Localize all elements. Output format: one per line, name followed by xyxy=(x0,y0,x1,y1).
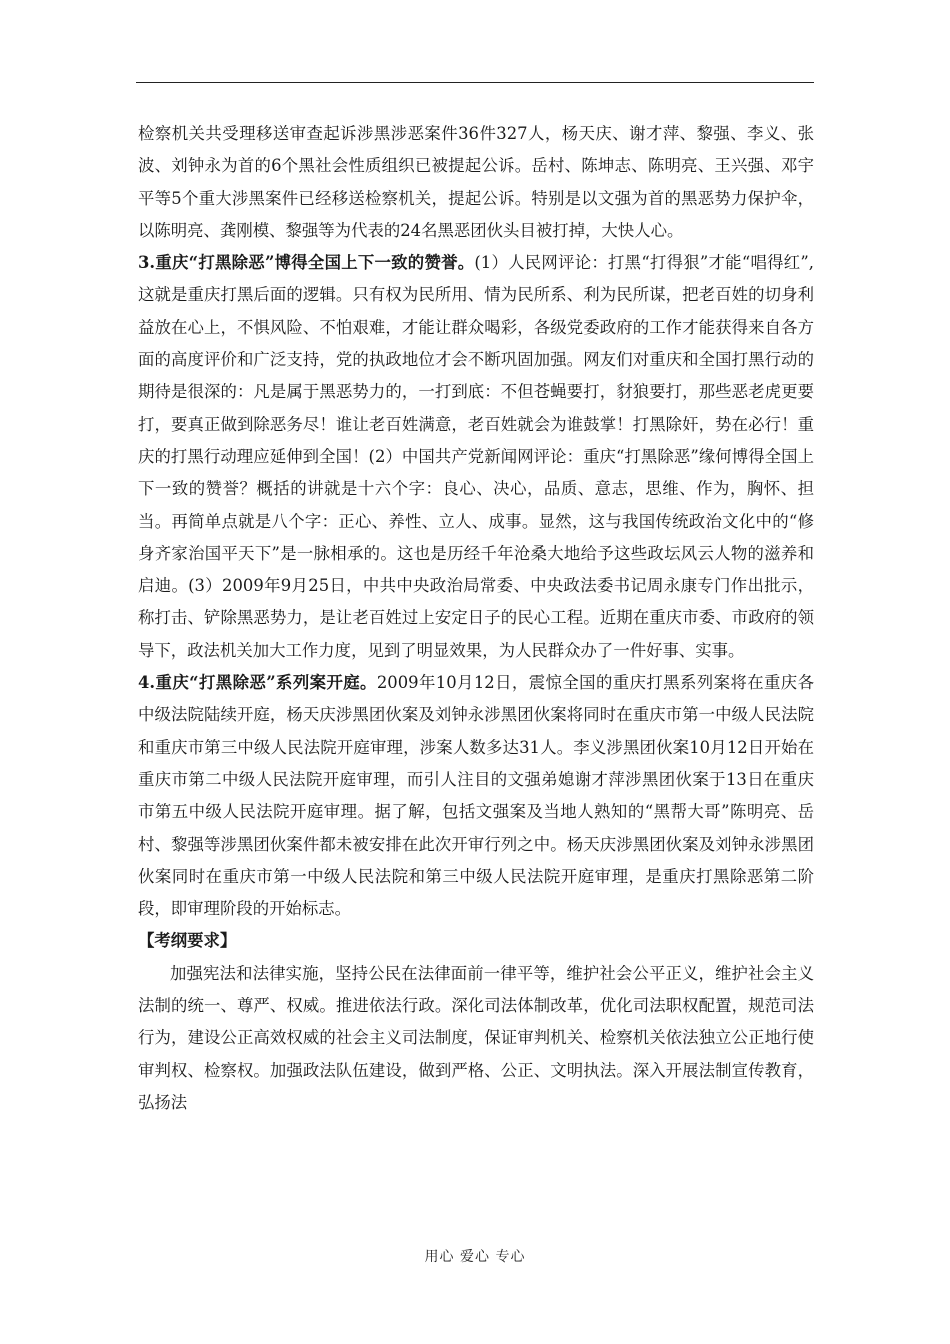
paragraph-text: 2009年10月12日，震惊全国的重庆打黑系列案将在重庆各中级法院陆续开庭，杨天庆涉黑团伙案及刘钟永涉黑团伙案将同时在重庆市第一中级人民法院和重庆市第三中级人民法院开庭审理，涉案人数多达31人。李义涉黑团伙案10月12日开始在重庆市第二中级人民法院开庭审理，而引人注目的文强弟媳谢才萍涉黑团伙案于13日在重庆市第五中级人民法院开庭审理。据了解，包括文强案及当地人熟知的“黑帮大哥”陈明亮、岳村、黎强等涉黑团伙案件都未被安排在此次开审行列之中。杨天庆涉黑团伙案及刘钟永涉黑团伙案同时在重庆市第一中级人民法院和第三中级人民法院开庭审理，是重庆打黑除恶第二阶段，即审理阶段的开始标志。 xyxy=(138,673,814,919)
section-body: 加强宪法和法律实施，坚持公民在法律面前一律平等，维护社会公平正义，维护社会主义法制的统一、尊严、权威。推进依法行政。深化司法体制改革，优化司法职权配置，规范司法行为，建设公正高效权威的社会主义司法制度，保证审判机关、检察机关依法独立公正地行使审判权、检察权。加强政法队伍建设，做到严格、公正、文明执法。深入开展法制宣传教育，弘扬法 xyxy=(138,963,814,1112)
paragraph-trials-open xyxy=(138,667,814,925)
header-rule xyxy=(136,82,814,83)
paragraph-lead: 4.重庆“打黑除恶”系列案开庭。 xyxy=(138,673,377,693)
section-heading: 【考纲要求】 xyxy=(138,931,237,951)
paragraph-text: 检察机关共受理移送审查起诉涉黑涉恶案件36件327人，杨天庆、谢才萍、黎强、李义、张波、刘钟永为首的6个黑社会性质组织已被提起公诉。岳村、陈坤志、陈明亮、王兴强、邓宇平等5个重大涉黑案件已经移送检察机关，提起公诉。特别是以文强为首的黑恶势力保护伞，以陈明亮、龚刚模、黎强等为代表的24名黑恶团伙头目被打掉，大快人心。 xyxy=(138,124,814,240)
document-body xyxy=(138,118,814,1119)
paragraph-lead: 3.重庆“打黑除恶”博得全国上下一致的赞誉。 xyxy=(138,253,475,273)
paragraph-nationwide-praise xyxy=(138,247,814,667)
page-footer: 用心 爱心 专心 xyxy=(424,1249,526,1265)
paragraph-text: (1）人民网评论：打黑“打得狠”才能“唱得红”,这就是重庆打黑后面的逻辑。只有权为民所用、情为民所系、利为民所谋，把老百姓的切身利益放在心上，不惧风险、不怕艰难，才能让群众喝彩，各级党委政府的工作才能获得来自各方面的高度评价和广泛支持，党的执政地位才会不断巩固加强。网友们对重庆和全国打黑行动的期待是很深的：凡是属于黑恶势力的，一打到底：不但苍蝇要打，豺狼要打，那些恶老虎更要打，要真正做到除恶务尽！谁让老百姓满意，老百姓就会为谁鼓掌！打黑除奸，势在必行！重庆的打黑行动理应延伸到全国！(2）中国共产党新闻网评论：重庆“打黑除恶”缘何博得全国上下一致的赞誉？概括的讲就是十六个字：良心、决心，品质、意志，思维、作为，胸怀、担当。再简单点就是八个字：正心、养性、立人、成事。显然，这与我国传统政治文化中的“修身齐家治国平天下”是一脉相承的。这也是历经千年沧桑大地给予这些政坛风云人物的滋养和启迪。(3）2009年9月25日，中共中央政治局常委、中央政法委书记周永康专门作出批示，称打击、铲除黑恶势力，是让老百姓过上安定日子的民心工程。近期在重庆市委、市政府的领导下，政法机关加大工作力度，见到了明显效果，为人民群众办了一件好事、实事。 xyxy=(138,253,814,660)
paragraph-cases-summary xyxy=(138,118,814,247)
